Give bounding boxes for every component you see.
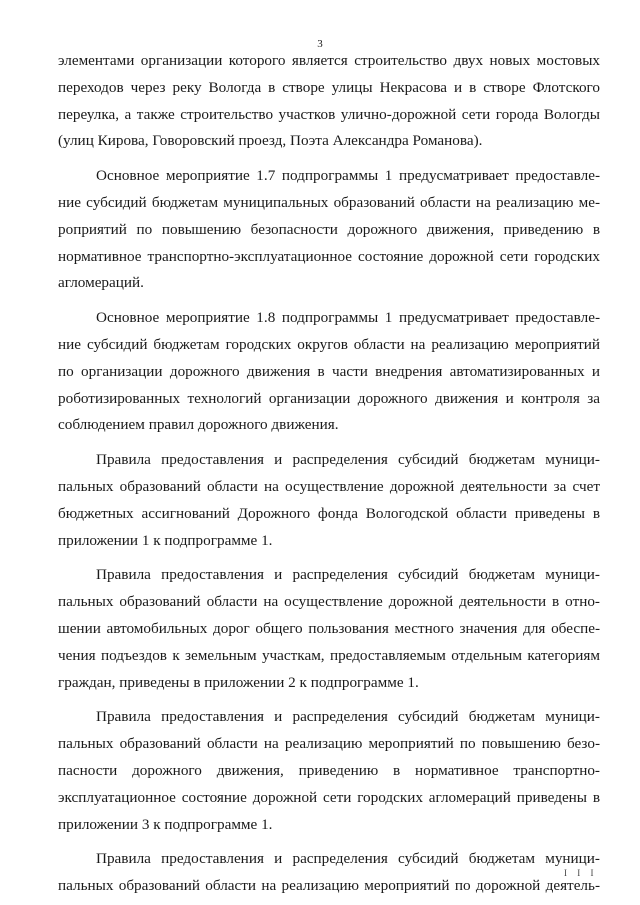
text-line: роботизированных технологий организации дорожного движения и контроля за — [58, 389, 600, 407]
text-line: шении автомобильных дорог общего пользования местного значения для обеспе- — [58, 619, 600, 637]
text-line: переходов через реку Вологда в створе улицы Некрасова и в створе Флотского — [58, 78, 600, 96]
text-line: пальных образований области на осуществление дорожной деятельности в отно- — [58, 593, 600, 611]
paragraph-7 — [58, 846, 600, 900]
text-line: нормативное транспортно-эксплуатационное состояние дорожной сети городских — [58, 247, 600, 265]
text-line: Основное мероприятие 1.8 подпрограммы 1 предусматривает предоставле- — [96, 309, 600, 327]
text-line: пасности дорожного движения, приведению в нормативное транспортно- — [58, 761, 600, 779]
text-line: эксплуатационное состояние дорожной сети городских агломераций приведены в — [58, 788, 600, 806]
paragraph-6 — [58, 704, 600, 838]
paragraph-1 — [58, 48, 600, 155]
text-line: Правила предоставления и распределения субсидий бюджетам муници- — [96, 708, 600, 726]
text-line: соблюдением правил дорожного движения. — [58, 416, 339, 434]
footer-mark: I I I — [564, 868, 598, 878]
text-line: граждан, приведены в приложении 2 к подпрограмме 1. — [58, 673, 419, 691]
page-number: 3 — [317, 38, 323, 50]
text-line: агломераций. — [58, 274, 144, 292]
paragraph-3 — [58, 305, 600, 439]
paragraph-5 — [58, 562, 600, 696]
text-line: пальных образований области на реализацию мероприятий по повышению безо- — [58, 735, 600, 753]
text-line: элементами организации которого является строительство двух новых мостовых — [58, 52, 600, 69]
document-body — [58, 48, 600, 900]
text-line: ние субсидий бюджетам городских округов области на реализацию мероприятий — [58, 335, 600, 353]
text-line: Правила предоставления и распределения субсидий бюджетам муници- — [96, 566, 600, 584]
text-line: пальных образований области на осуществление дорожной деятельности за счет — [58, 477, 600, 495]
text-line: Правила предоставления и распределения субсидий бюджетам муници- — [96, 451, 600, 469]
paragraph-2 — [58, 163, 600, 297]
text-line: роприятий по повышению безопасности дорожного движения, приведению в — [58, 220, 600, 238]
text-line: приложении 1 к подпрограмме 1. — [58, 531, 273, 549]
text-line: переулка, а также строительство участков улично-дорожной сети города Вологды — [58, 105, 600, 123]
text-line: ние субсидий бюджетам муниципальных образований области на реализацию ме- — [58, 193, 600, 211]
text-line: Правила предоставления и распределения субсидий бюджетам муници- — [96, 850, 600, 868]
text-line: Основное мероприятие 1.7 подпрограммы 1 предусматривает предоставле- — [96, 167, 600, 185]
text-line: по организации дорожного движения в части внедрения автоматизированных и — [58, 362, 600, 380]
paragraph-4 — [58, 447, 600, 554]
text-line: (улиц Кирова, Говоровский проезд, Поэта Александра Романова). — [58, 132, 483, 150]
text-line: бюджетных ассигнований Дорожного фонда Вологодской области приведены в — [58, 504, 600, 522]
text-line: пальных образований области на реализацию мероприятий по дорожной деятель- — [58, 877, 600, 895]
text-line: чения подъездов к земельным участкам, предоставляемым отдельным категориям — [58, 646, 600, 664]
text-line: приложении 3 к подпрограмме 1. — [58, 815, 273, 833]
